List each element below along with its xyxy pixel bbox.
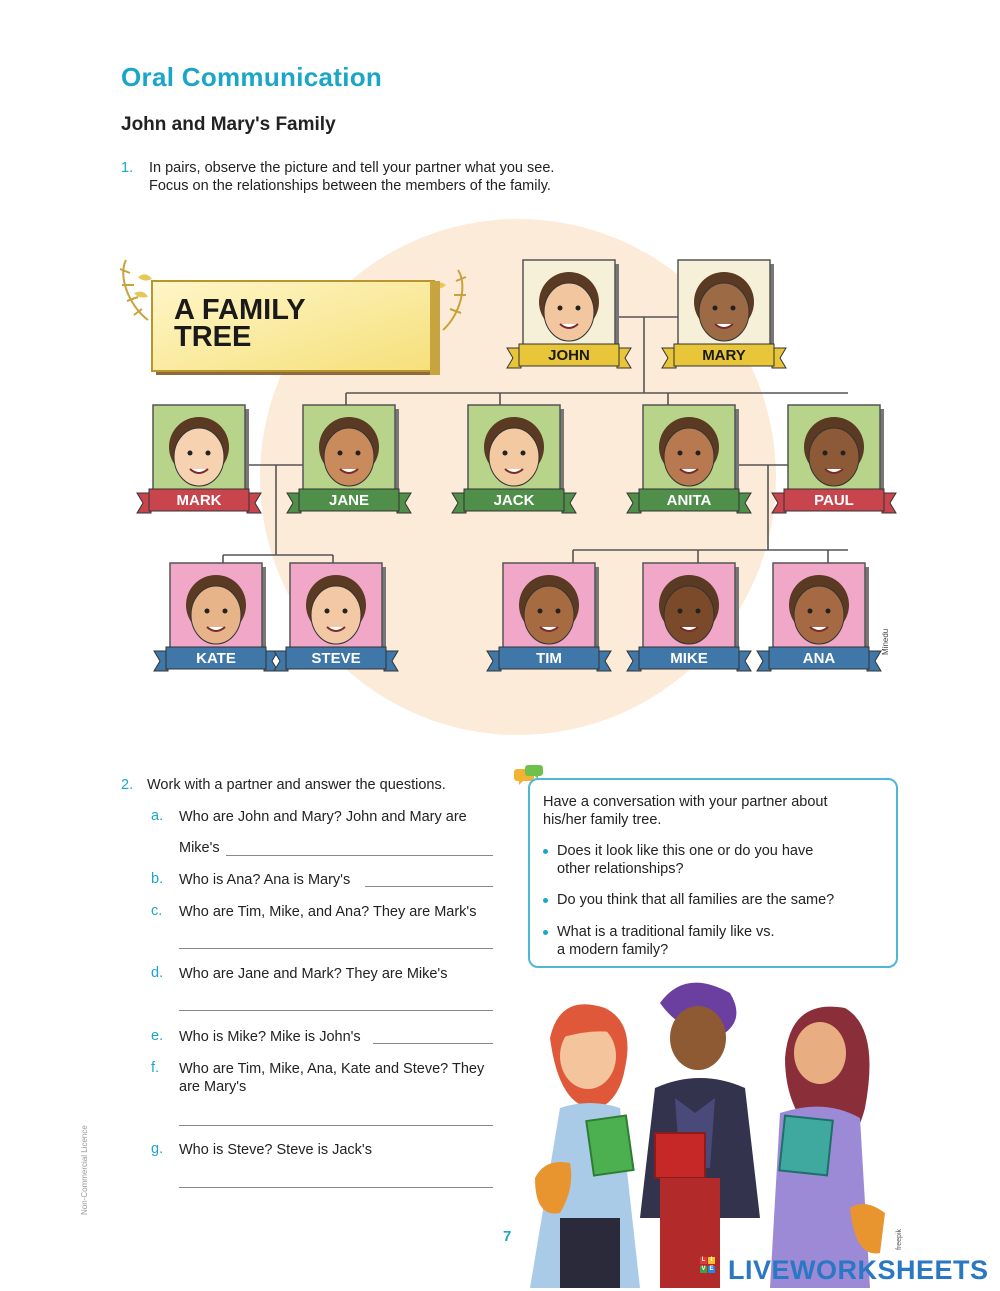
bullet-text-line-2: other relationships? bbox=[557, 861, 684, 877]
question-g bbox=[151, 1141, 501, 1161]
portrait-mary bbox=[662, 260, 786, 368]
question-b bbox=[151, 871, 501, 891]
name-label: JANE bbox=[328, 492, 370, 509]
answer-line-d[interactable] bbox=[179, 1010, 493, 1011]
portrait-kate bbox=[154, 563, 278, 671]
name-label: JACK bbox=[493, 492, 535, 509]
name-label: ANITA bbox=[666, 492, 712, 509]
answer-line-c[interactable] bbox=[179, 948, 493, 949]
student-girl-left bbox=[530, 1004, 640, 1288]
logo-letter-grid bbox=[700, 1257, 722, 1283]
tree-credit: Minedu bbox=[881, 628, 890, 655]
question-text-line-2: are Mary's bbox=[179, 1079, 247, 1095]
answer-line-f[interactable] bbox=[179, 1125, 493, 1126]
page-subtitle: John and Mary's Family bbox=[121, 114, 336, 135]
answer-line-e[interactable] bbox=[373, 1043, 493, 1044]
name-label: JOHN bbox=[548, 347, 590, 364]
logo-text: LIVEWORKSHEETS bbox=[728, 1255, 989, 1285]
question-text: Who are John and Mary? John and Mary are bbox=[179, 809, 467, 825]
question-letter: b. bbox=[151, 871, 164, 887]
question-letter: d. bbox=[151, 965, 164, 981]
exercise-2-instruction bbox=[121, 776, 521, 794]
exercise-2-text: Work with a partner and answer the questions. bbox=[147, 777, 446, 793]
name-label: KATE bbox=[196, 650, 236, 667]
students-illustration bbox=[520, 978, 920, 1288]
question-a bbox=[151, 808, 501, 858]
student-girl-right bbox=[770, 1007, 885, 1288]
tree-title-line-1: A FAMILY bbox=[174, 294, 306, 326]
portrait-jane bbox=[287, 405, 411, 513]
bullet-text: What is a traditional family like vs. bbox=[557, 924, 775, 940]
question-letter: e. bbox=[151, 1028, 164, 1044]
name-label: ANA bbox=[802, 650, 836, 667]
portrait-paul bbox=[772, 405, 896, 513]
logo-letter: I bbox=[708, 1257, 715, 1264]
question-text-line-2: Mike's bbox=[179, 840, 220, 856]
portrait-ana bbox=[757, 563, 881, 671]
portrait-anita bbox=[627, 405, 751, 513]
question-letter: f. bbox=[151, 1060, 160, 1076]
student-boy-middle bbox=[640, 983, 760, 1288]
logo-letter: L bbox=[701, 1257, 706, 1263]
exercise-1-line-2: Focus on the relationships between the members of the family. bbox=[149, 178, 551, 194]
bullet-dot bbox=[543, 898, 548, 903]
bullet-text: Do you think that all families are the same? bbox=[557, 892, 835, 908]
bullet-dot bbox=[543, 930, 548, 935]
bullet-dot bbox=[543, 849, 548, 854]
name-label: MARY bbox=[702, 347, 746, 364]
name-label: MARK bbox=[176, 492, 222, 509]
question-f bbox=[151, 1060, 501, 1100]
name-label: MIKE bbox=[670, 650, 708, 667]
family-tree-illustration bbox=[108, 215, 908, 735]
answer-line-g[interactable] bbox=[179, 1187, 493, 1188]
section-title: Oral Communication bbox=[121, 62, 383, 92]
name-label: STEVE bbox=[311, 650, 361, 667]
portrait-jack bbox=[452, 405, 576, 513]
licence-text: Non-Commercial Licence bbox=[80, 1125, 89, 1215]
question-text: Who are Jane and Mark? They are Mike's bbox=[179, 966, 448, 982]
answer-line-a[interactable] bbox=[226, 855, 493, 856]
tree-title-line-2: TREE bbox=[174, 321, 252, 353]
exercise-1-line-1: In pairs, observe the picture and tell your partner what you see. bbox=[149, 160, 555, 176]
answer-line-b[interactable] bbox=[365, 886, 493, 887]
liveworksheets-logo[interactable] bbox=[700, 1253, 995, 1287]
portrait-steve bbox=[274, 563, 398, 671]
logo-letter: V bbox=[701, 1266, 706, 1272]
conversation-box bbox=[528, 778, 898, 968]
exercise-2-number: 2. bbox=[121, 777, 134, 793]
licence-note bbox=[80, 1125, 170, 1224]
portrait-tim bbox=[487, 563, 611, 671]
question-text: Who is Mike? Mike is John's bbox=[179, 1029, 361, 1045]
portrait-mark bbox=[137, 405, 261, 513]
bullet-text-line-2: a modern family? bbox=[557, 942, 669, 958]
conversation-intro bbox=[543, 793, 883, 829]
question-d bbox=[151, 965, 501, 985]
name-label: PAUL bbox=[814, 492, 854, 509]
question-text: Who are Tim, Mike, and Ana? They are Mark's bbox=[179, 904, 477, 920]
logo-letter: E bbox=[709, 1266, 714, 1272]
name-label: TIM bbox=[536, 650, 562, 667]
bullet-text: Does it look like this one or do you have bbox=[557, 843, 814, 859]
question-text: Who is Ana? Ana is Mary's bbox=[179, 872, 351, 888]
portrait-john bbox=[507, 260, 631, 368]
freepik-credit: freepik bbox=[896, 1228, 903, 1250]
question-text: Who is Steve? Steve is Jack's bbox=[179, 1142, 372, 1158]
question-e bbox=[151, 1028, 501, 1048]
question-text: Who are Tim, Mike, Ana, Kate and Steve? They bbox=[179, 1061, 485, 1077]
question-letter: a. bbox=[151, 808, 164, 824]
portrait-mike bbox=[627, 563, 751, 671]
question-letter: g. bbox=[151, 1141, 164, 1157]
conversation-intro-line-2: his/her family tree. bbox=[543, 812, 662, 828]
page-number: 7 bbox=[503, 1228, 512, 1245]
question-letter: c. bbox=[151, 903, 163, 919]
exercise-1-number: 1. bbox=[121, 160, 134, 176]
question-c bbox=[151, 903, 501, 923]
conversation-intro-line-1: Have a conversation with your partner about bbox=[543, 794, 828, 810]
family-tree-svg bbox=[108, 215, 908, 735]
